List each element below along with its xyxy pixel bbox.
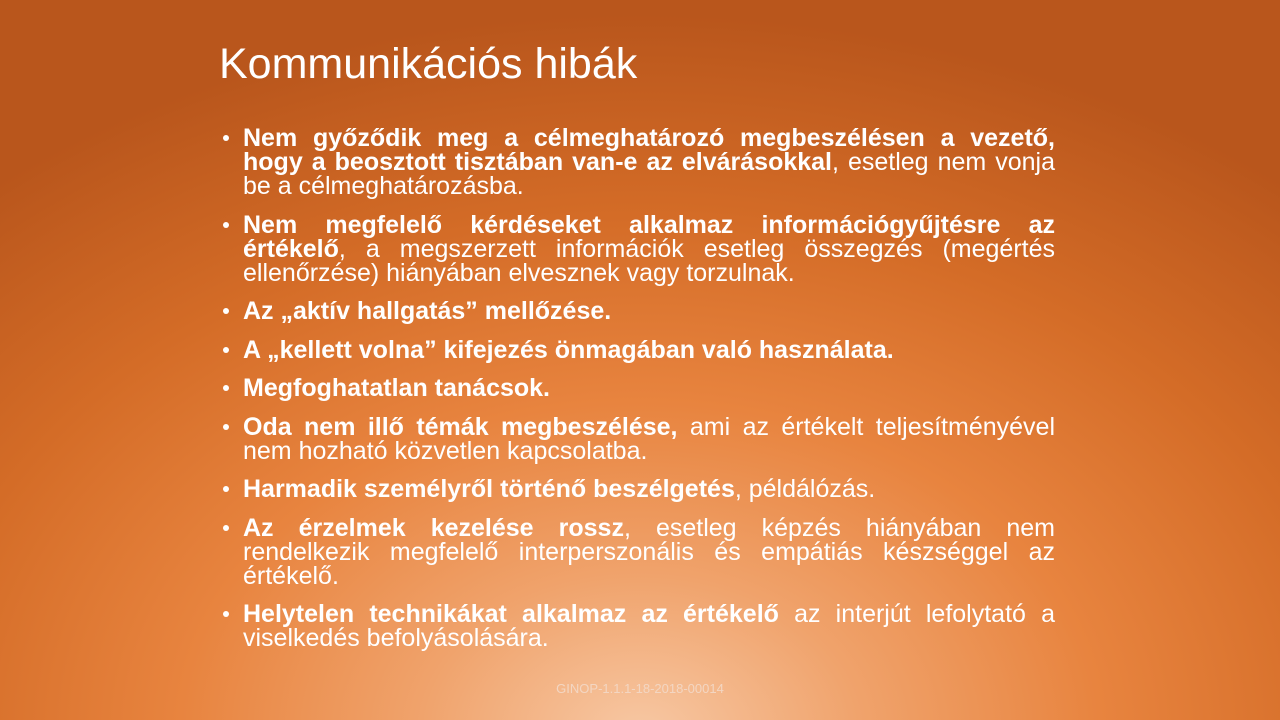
bullet-text: az interjút lefolytató a viselkedés befolyásolására. [243,600,1055,652]
bullet-text: , a megszerzett információk esetleg összegzés (megértés ellenőrzése) hiányában elvesznek vagy torzulnak. [243,234,1055,287]
bullet-icon [223,385,229,391]
bullet-bold-text: Az „aktív hallgatás” mellőzése. [243,297,612,325]
bullet-text: , esetleg nem vonja be a célmeghatározásba. [243,148,1056,200]
bullet-text: ami az értékelt teljesítményével nem hozható közvetlen kapcsolatba. [243,412,1055,465]
bullet-icon [223,135,229,141]
bullet-icon [223,347,229,353]
bullet-text: , esetleg képzés hiányában nem rendelkezik megfelelő interperszonális és empátiás készséggel az értékelő. [243,513,1055,590]
bullet-bold-text: Az érzelmek kezelése rossz [243,513,624,542]
bullet-icon [223,525,229,531]
bullet-bold-text: Helytelen technikákat alkalmaz az értékelő [243,600,779,628]
bullet-bold-text: Nem győződik meg a célmeghatározó megbeszélésen a vezető, hogy a beosztott tisztában van-e az elvárásokkal [243,124,1055,176]
slide-title: Kommunikációs hibák [219,40,638,88]
bullet-text: , példálózás. [734,475,876,503]
bullet-icon [223,424,229,430]
slide-footer: GINOP-1.1.1-18-2018-00014 [556,681,724,696]
bullet-item [243,299,1055,323]
bullet-bold-text: Nem megfelelő kérdéseket alkalmaz információgyűjtésre az értékelő [243,210,1055,263]
bullet-icon [223,611,229,617]
bullet-item [243,126,1055,198]
bullet-bold-text: Oda nem illő témák megbeszélése, [243,412,678,441]
bullet-item [243,602,1055,650]
bullet-item [243,513,1055,590]
bullet-item [243,376,1055,400]
bullet-item [243,210,1055,287]
bullet-icon [223,486,229,492]
bullet-bold-text: Harmadik személyről történő beszélgetés [243,475,735,503]
bullet-icon [223,222,229,228]
bullet-bold-text: Megfoghatatlan tanácsok. [243,374,550,402]
bullet-bold-text: A „kellett volna” kifejezés önmagában való használata. [243,335,894,364]
bullet-item [243,412,1055,465]
bullet-icon [223,308,229,314]
bullet-item [243,335,1055,364]
bullet-item [243,477,1055,501]
bullet-list [243,126,1055,650]
